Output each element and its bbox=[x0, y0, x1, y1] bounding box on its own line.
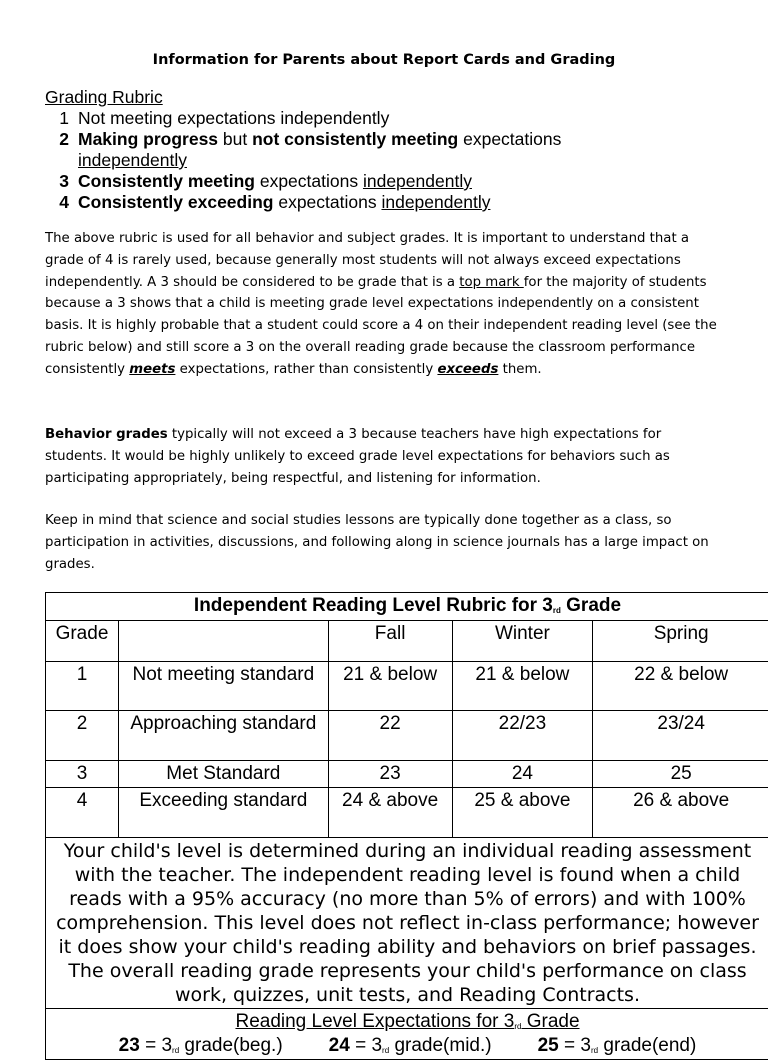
expectation-value: 25 bbox=[538, 1035, 559, 1056]
rubric-item-2 bbox=[45, 129, 745, 171]
expectations-list bbox=[50, 1034, 765, 1058]
winter-cell: 21 & below bbox=[452, 662, 593, 711]
grade-cell: 1 bbox=[46, 662, 119, 711]
reading-level-table bbox=[45, 592, 768, 1060]
paragraph-text: them. bbox=[498, 362, 541, 377]
rubric-item-4 bbox=[45, 192, 745, 213]
rubric-item-1 bbox=[45, 108, 745, 129]
table-title bbox=[46, 593, 768, 621]
rubric-plain: expectations bbox=[458, 129, 561, 149]
expectation-label: grade(mid.) bbox=[389, 1035, 491, 1056]
rubric-text bbox=[78, 129, 745, 171]
expectation-value: 23 bbox=[119, 1035, 140, 1056]
rubric-text: Not meeting expectations independently bbox=[78, 108, 745, 129]
superscript: rd bbox=[553, 606, 561, 615]
spring-cell: 25 bbox=[593, 761, 768, 788]
expectation-label: grade(beg.) bbox=[179, 1035, 283, 1056]
fall-cell: 22 bbox=[328, 711, 452, 761]
expectation-item bbox=[119, 1034, 283, 1058]
table-title-text: Independent Reading Level Rubric for 3 bbox=[194, 595, 553, 616]
rubric-bold: Making progress bbox=[78, 129, 218, 149]
rubric-bold: Consistently meeting bbox=[78, 171, 255, 191]
standard-cell: Exceeding standard bbox=[118, 788, 328, 838]
paragraph-text: typically will not exceed a 3 because teachers have high expectations for students. It would be highly unlikely to exceed grade level expectations for behaviors such as participating appropriately, being respectful, and listening for information. bbox=[45, 427, 670, 486]
reading-level-note: Your child's level is determined during an individual reading assessment with the teacher. The independent reading level is found when a child reads with a 95% accuracy (no more than 5% of errors) and with 100% comprehension. This level does not reflect in-class performance; however it does show your child's reading ability and behaviors on brief passages. The overall reading grade represents your child's performance on class work, quizzes, unit tests, and Reading Contracts. bbox=[46, 838, 768, 1009]
standard-cell: Not meeting standard bbox=[118, 662, 328, 711]
expectations-title bbox=[50, 1010, 765, 1034]
grading-rubric bbox=[45, 87, 745, 213]
rubric-number: 1 bbox=[45, 108, 78, 129]
standard-cell: Met Standard bbox=[118, 761, 328, 788]
paragraph-text: for the majority of students because a 3 shows that a child is meeting grade level expectations independently on a consistent basis. It is highly probable that a student could score a 4 on their independent reading level (see the rubric below) and still score a 3 on the overall reading grade because the classroom performance consistently bbox=[45, 275, 717, 377]
top-mark-text: top mark bbox=[459, 275, 524, 290]
header-grade: Grade bbox=[46, 621, 119, 662]
exceeds-emphasis: exceeds bbox=[437, 362, 498, 377]
table-row bbox=[46, 788, 768, 838]
grade-cell: 3 bbox=[46, 761, 119, 788]
rubric-underlined: independently bbox=[363, 171, 472, 191]
expectation-eq: = 3 bbox=[140, 1035, 172, 1056]
rubric-item-3 bbox=[45, 171, 745, 192]
rubric-plain: expectations bbox=[255, 171, 363, 191]
rubric-heading: Grading Rubric bbox=[45, 87, 745, 108]
rubric-explanation-paragraph bbox=[45, 228, 725, 381]
table-row bbox=[46, 662, 768, 711]
rubric-underlined: independently bbox=[78, 150, 187, 170]
rubric-number: 3 bbox=[45, 171, 78, 192]
expectation-eq: = 3 bbox=[559, 1035, 591, 1056]
expectation-eq: = 3 bbox=[350, 1035, 382, 1056]
header-winter: Winter bbox=[452, 621, 593, 662]
standard-cell: Approaching standard bbox=[118, 711, 328, 761]
table-row bbox=[46, 711, 768, 761]
winter-cell: 25 & above bbox=[452, 788, 593, 838]
spring-cell: 22 & below bbox=[593, 662, 768, 711]
expectation-item bbox=[329, 1034, 492, 1058]
expectation-label: grade(end) bbox=[598, 1035, 696, 1056]
rubric-text bbox=[78, 171, 745, 192]
rubric-plain: expectations bbox=[273, 192, 381, 212]
rubric-plain: but bbox=[218, 129, 252, 149]
rubric-bold: not consistently meeting bbox=[252, 129, 458, 149]
behavior-grades-paragraph bbox=[45, 424, 725, 489]
spring-cell: 26 & above bbox=[593, 788, 768, 838]
expectations-title-text: Grade bbox=[521, 1011, 579, 1032]
header-spring: Spring bbox=[593, 621, 768, 662]
expectation-item bbox=[538, 1034, 697, 1058]
fall-cell: 23 bbox=[328, 761, 452, 788]
rubric-text bbox=[78, 192, 745, 213]
paragraph-text: expectations, rather than consistently bbox=[175, 362, 437, 377]
rubric-number: 4 bbox=[45, 192, 78, 213]
rubric-number: 2 bbox=[45, 129, 78, 171]
superscript: rd bbox=[172, 1046, 179, 1055]
table-row bbox=[46, 761, 768, 788]
grade-cell: 4 bbox=[46, 788, 119, 838]
science-social-studies-paragraph: Keep in mind that science and social studies lessons are typically done together as a class, so participation in activities, discussions, and following along in science journals has a large impact on grades. bbox=[45, 510, 725, 575]
paragraph-text: The above rubric is used for all behavior and subject grades. It is important to understand that a grade of 4 is rarely used, because generally most students will not always exceed expectations independently. A 3 should be considered to be grade that is a bbox=[45, 231, 689, 290]
table-title-text: Grade bbox=[561, 595, 621, 616]
rubric-bold: Consistently exceeding bbox=[78, 192, 273, 212]
header-blank bbox=[118, 621, 328, 662]
winter-cell: 24 bbox=[452, 761, 593, 788]
meets-emphasis: meets bbox=[129, 362, 175, 377]
expectations-title-text: Reading Level Expectations for 3 bbox=[235, 1011, 514, 1032]
grade-cell: 2 bbox=[46, 711, 119, 761]
superscript: rd bbox=[514, 1022, 521, 1031]
behavior-grades-label: Behavior grades bbox=[45, 427, 168, 442]
expectation-value: 24 bbox=[329, 1035, 350, 1056]
winter-cell: 22/23 bbox=[452, 711, 593, 761]
rubric-underlined: independently bbox=[381, 192, 490, 212]
page-title: Information for Parents about Report Cards and Grading bbox=[0, 52, 768, 68]
superscript: rd bbox=[591, 1046, 598, 1055]
fall-cell: 24 & above bbox=[328, 788, 452, 838]
fall-cell: 21 & below bbox=[328, 662, 452, 711]
header-fall: Fall bbox=[328, 621, 452, 662]
reading-expectations bbox=[46, 1009, 768, 1060]
superscript: rd bbox=[382, 1046, 389, 1055]
spring-cell: 23/24 bbox=[593, 711, 768, 761]
